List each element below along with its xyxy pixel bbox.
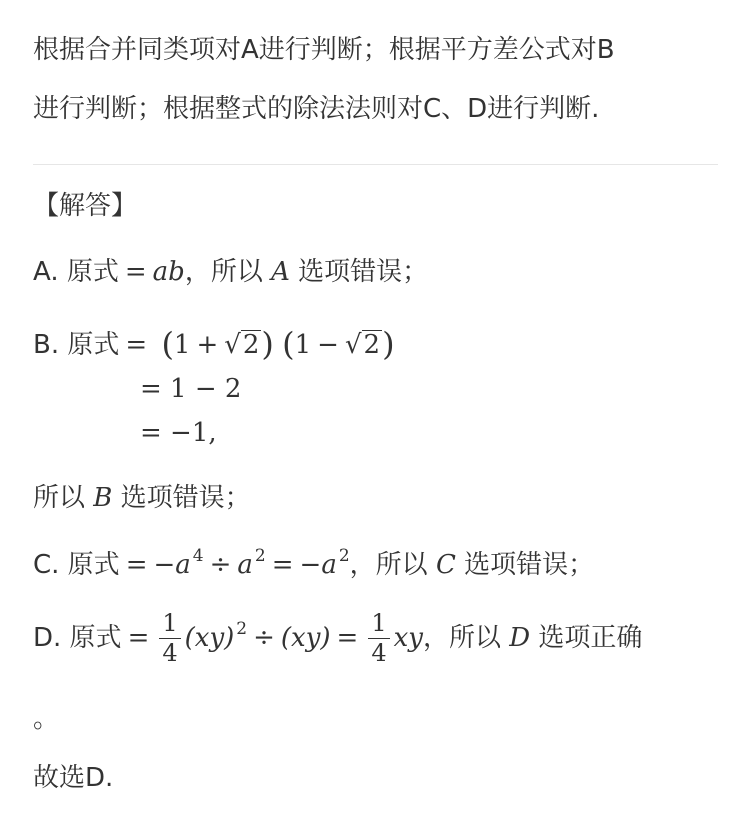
option-a-suffix: 选项错误； — [289, 257, 429, 287]
option-d-suffix: 选项正确 — [530, 623, 643, 653]
final-answer: 故选D. — [33, 763, 114, 793]
radical-sign-icon: √ — [224, 330, 241, 360]
option-a-letter: A — [271, 257, 290, 287]
option-c-exp3: 2 — [338, 546, 350, 566]
option-b-minus: − — [317, 330, 339, 360]
radical-sign-icon: √ — [344, 330, 362, 360]
option-c-eq1: = — [125, 550, 148, 580]
option-b-one-1: 1 — [173, 330, 191, 360]
paren-close-2: ) — [382, 325, 395, 363]
fraction-1-denominator: 4 — [162, 639, 178, 667]
option-d-div: ÷ — [253, 623, 275, 653]
paren-close-1: ) — [261, 325, 274, 363]
option-d-xy3: xy — [393, 623, 423, 653]
option-c-middle: ，所以 — [349, 550, 436, 580]
option-c-neg1: −a — [153, 550, 191, 580]
section-divider — [33, 164, 718, 165]
option-c-suffix: 选项错误； — [455, 550, 595, 580]
option-d-xy1: (xy) — [184, 623, 235, 653]
option-c-a2: a — [237, 550, 253, 580]
option-b-plus: + — [196, 330, 219, 360]
option-b-step-3: = −1, — [140, 418, 217, 448]
option-b-conclusion-suffix: 选项错误； — [112, 483, 251, 513]
option-b-step-2: = 1 − 2 — [140, 374, 242, 404]
option-d-fraction-2 — [368, 608, 389, 667]
option-b-one-2: 1 — [294, 330, 312, 360]
option-a-middle: ，所以 — [184, 257, 272, 287]
option-c-eq2: = — [271, 550, 294, 580]
paren-open-2: ( — [282, 325, 295, 363]
option-a-eq: = — [124, 257, 147, 287]
option-a-line — [33, 259, 428, 285]
option-c-neg2: −a — [299, 550, 337, 580]
sqrt-2 — [345, 330, 382, 360]
paren-open-1: ( — [161, 325, 174, 363]
option-d-tail: 。 — [33, 704, 60, 734]
option-b-prefix: B. 原式 — [33, 330, 120, 360]
option-d-letter: D — [509, 623, 531, 653]
option-b-conclusion-prefix: 所以 — [33, 483, 94, 513]
option-c-exp1: 4 — [192, 546, 204, 566]
radicand-1: 2 — [242, 330, 260, 360]
option-d-exp: 2 — [236, 619, 248, 639]
option-b-conclusion-letter: B — [93, 483, 113, 513]
option-a-expr: ab — [152, 257, 185, 287]
analysis-line-1: 根据合并同类项对A进行判断；根据平方差公式对B — [33, 35, 615, 65]
fraction-2-denominator: 4 — [371, 639, 387, 667]
option-d-middle: ，所以 — [422, 623, 510, 653]
option-c-line — [33, 546, 595, 580]
option-d-xy2: (xy) — [280, 623, 331, 653]
option-c-letter: C — [435, 550, 456, 580]
option-b-conclusion — [33, 485, 251, 511]
radicand-2: 2 — [363, 330, 381, 360]
option-d-prefix: D. 原式 — [33, 623, 122, 653]
option-c-exp2: 2 — [254, 546, 266, 566]
sqrt-1 — [224, 330, 261, 360]
option-c-prefix: C. 原式 — [33, 550, 120, 580]
fraction-2-numerator: 1 — [368, 611, 389, 639]
option-b-eq: = — [125, 330, 148, 360]
option-d-fraction-1 — [159, 608, 180, 667]
option-a-prefix: A. 原式 — [33, 257, 119, 287]
fraction-1-numerator: 1 — [159, 611, 180, 639]
option-c-div: ÷ — [209, 550, 232, 580]
analysis-line-2: 进行判断；根据整式的除法法则对C、D进行判断. — [33, 94, 600, 124]
option-d-eq1: = — [127, 623, 150, 653]
answer-heading: 【解答】 — [33, 191, 138, 221]
option-d-eq2: = — [336, 623, 359, 653]
option-b-line — [33, 325, 395, 363]
option-d-line — [33, 606, 642, 670]
